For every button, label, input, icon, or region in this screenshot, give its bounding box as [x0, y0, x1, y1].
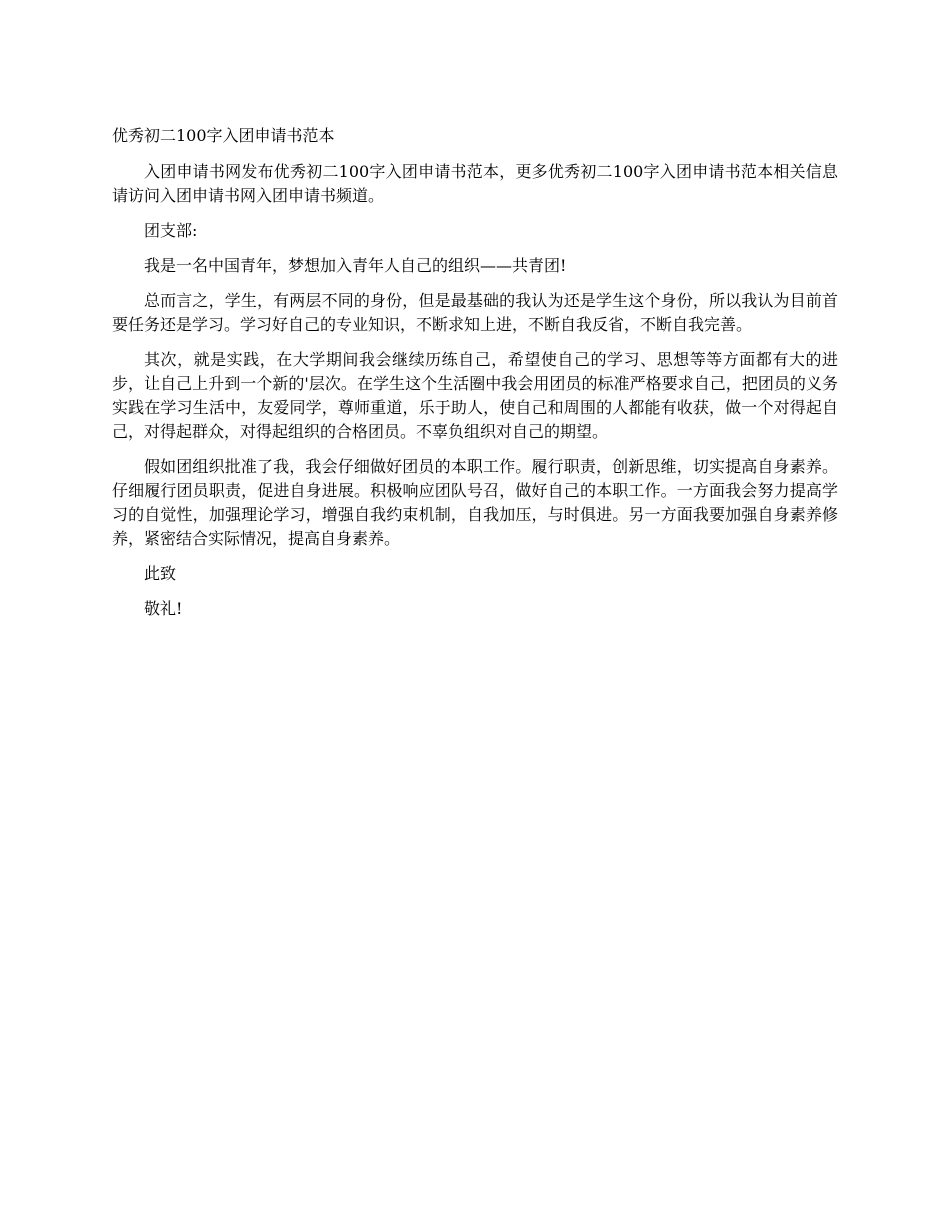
body-paragraph: 其次，就是实践，在大学期间我会继续历练自己，希望使自己的学习、思想等等方面都有大的进步，让自己上升到一个新的'层次。在学生这个生活圈中我会用团员的标准严格要求自己，把团员的义务实践在学习生活中，友爱同学，尊师重道，乐于助人，使自己和周围的人都能有收获，做一个对得起自己，对得起群众，对得起组织的合格团员。不辜负组织对自己的期望。 [112, 350, 838, 441]
document-body [112, 124, 838, 632]
intro-paragraph: 入团申请书网发布优秀初二100字入团申请书范本，更多优秀初二100字入团申请书范本相关信息请访问入团申请书网入团申请书频道。 [112, 162, 838, 205]
document-title: 优秀初二100字入团申请书范本 [112, 126, 335, 145]
closing-regards: 敬礼! [144, 599, 183, 618]
body-paragraph: 我是一名中国青年，梦想加入青年人自己的组织——共青团! [144, 256, 567, 275]
body-paragraph: 假如团组织批准了我，我会仔细做好团员的本职工作。履行职责，创新思维，切实提高自身素养。仔细履行团员职责，促进自身进展。积极响应团队号召，做好自己的本职工作。一方面我会努力提高学习的自觉性，加强理论学习，增强自我约束机制，自我加压，与时俱进。另一方面我要加强自身素养修养，紧密结合实际情况，提高自身素养。 [112, 457, 838, 548]
closing-phrase: 此致 [144, 564, 177, 583]
salutation: 团支部: [144, 221, 198, 240]
body-paragraph: 总而言之，学生，有两层不同的身份，但是最基础的我认为还是学生这个身份，所以我认为目前首要任务还是学习。学习好自己的专业知识，不断求知上进，不断自我反省，不断自我完善。 [112, 291, 838, 334]
